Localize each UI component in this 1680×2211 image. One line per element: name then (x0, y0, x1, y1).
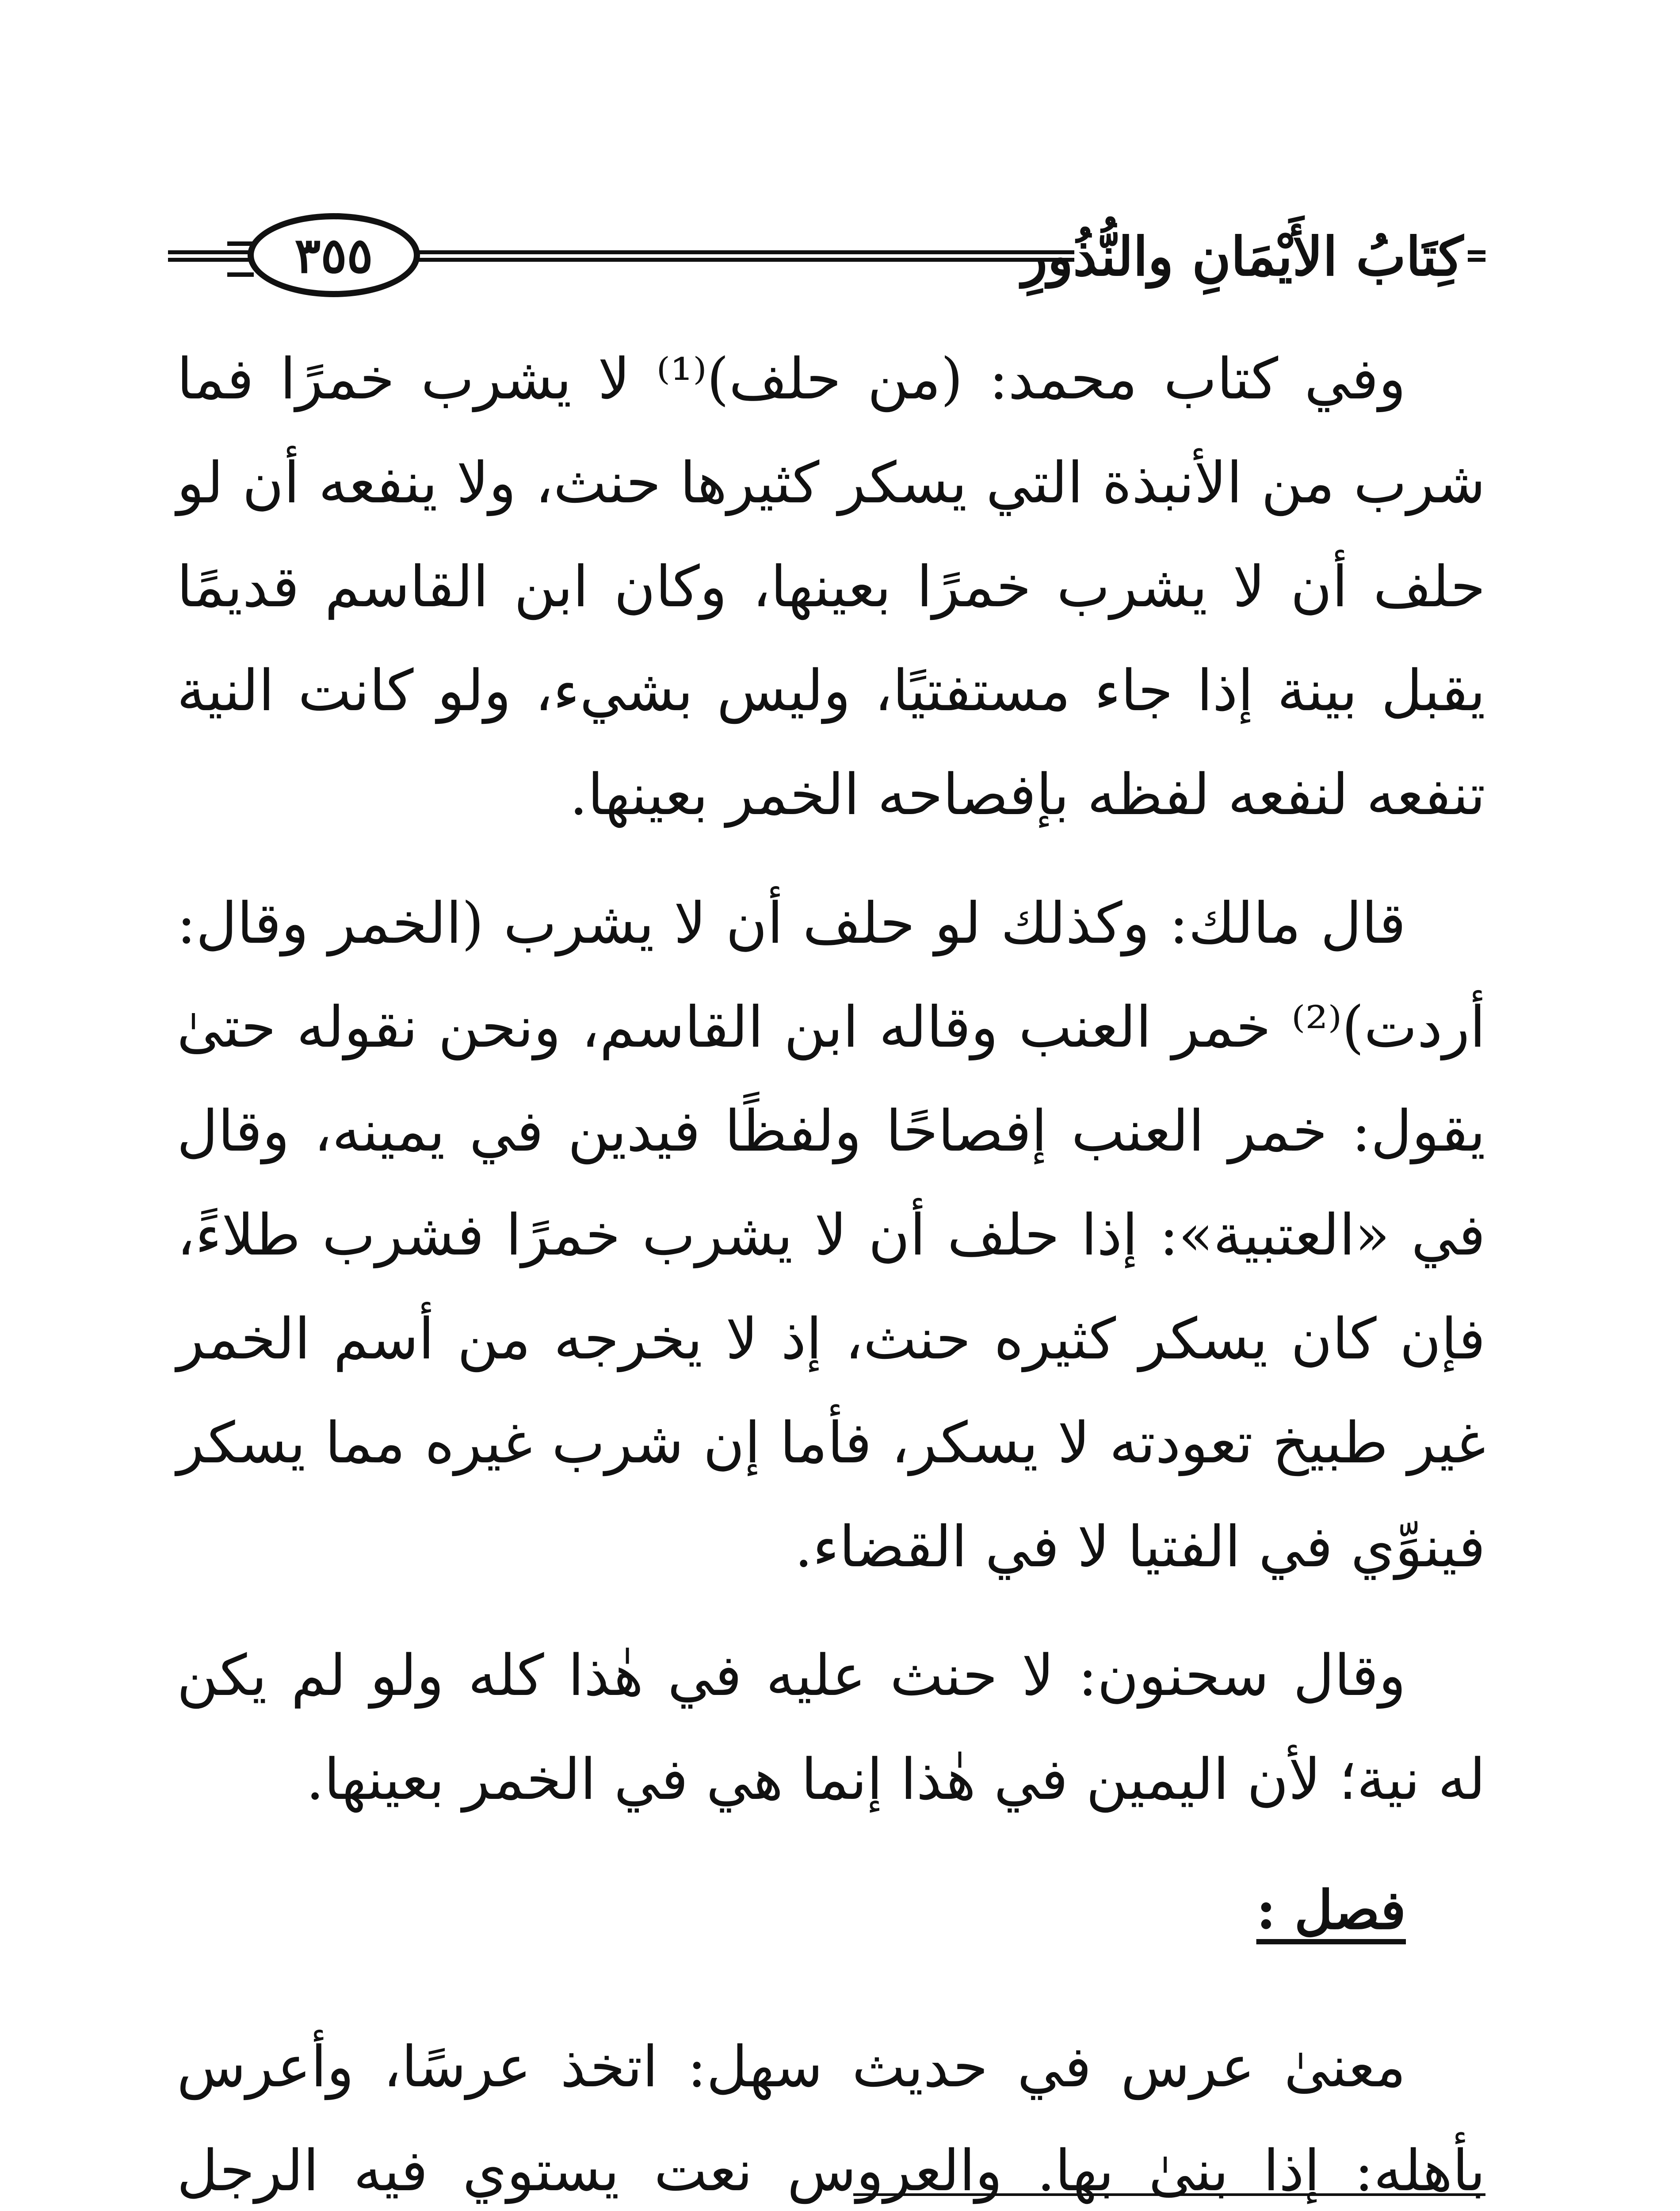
page-header (168, 208, 1485, 305)
paragraph: وقال سحنون: لا حنث عليه في هٰذا كله ولو لم يكن له نية؛ لأن اليمين في هٰذا إنما هي في الخمر بعينها. (177, 1643, 1485, 1813)
section-heading: فصل : (1256, 1879, 1406, 1941)
footnote-divider (853, 2193, 1485, 2196)
paragraph: قال مالك: وكذلك لو حلف أن لا يشرب (الخمر وقال: أردت)⁽²⁾ خمر العنب وقاله ابن القاسم، ونحن نقوله حتىٰ يقول: خمر العنب إفصاحًا ولفظًا فيدين في يمينه، وقال في «العتبية»: إذا حلف أن لا يشرب خمرًا فشرب طلاءً، فإن كان يسكر كثيره حنث، إذ لا يخرجه من أسم الخمر غير طبيخ تعودته لا يسكر، فأما إن شرب غيره مما يسكر فينوِّي في الفتيا لا في القضاء. (177, 891, 1486, 1580)
book-title: كِتَابُ الأَيْمَانِ والنُّذُورِ (1022, 226, 1463, 288)
page-number: ٣٥٥ (248, 213, 420, 297)
header-rule (1468, 250, 1485, 262)
paragraph: وفي كتاب محمد: (من حلف)⁽¹⁾ لا يشرب خمرًا فما شرب من الأنبذة التي يسكر كثيرها حنث، ولا ينفعه أن لو حلف أن لا يشرب خمرًا بعينها، وكان ابن القاسم قديمًا يقبل بينة إذا جاء مستفتيًا، وليس بشيء، ولو كانت النية تنفعه لنفعه لفظه بإفصاحه الخمر بعينها. (177, 346, 1486, 828)
main-text (177, 327, 1485, 2211)
paragraph: معنىٰ عرس في حديث سهل: اتخذ عرسًا، وأعرس بأهله: إذا بنىٰ بها. والعروس نعت يستوي فيه الرجل (177, 2034, 1485, 2204)
